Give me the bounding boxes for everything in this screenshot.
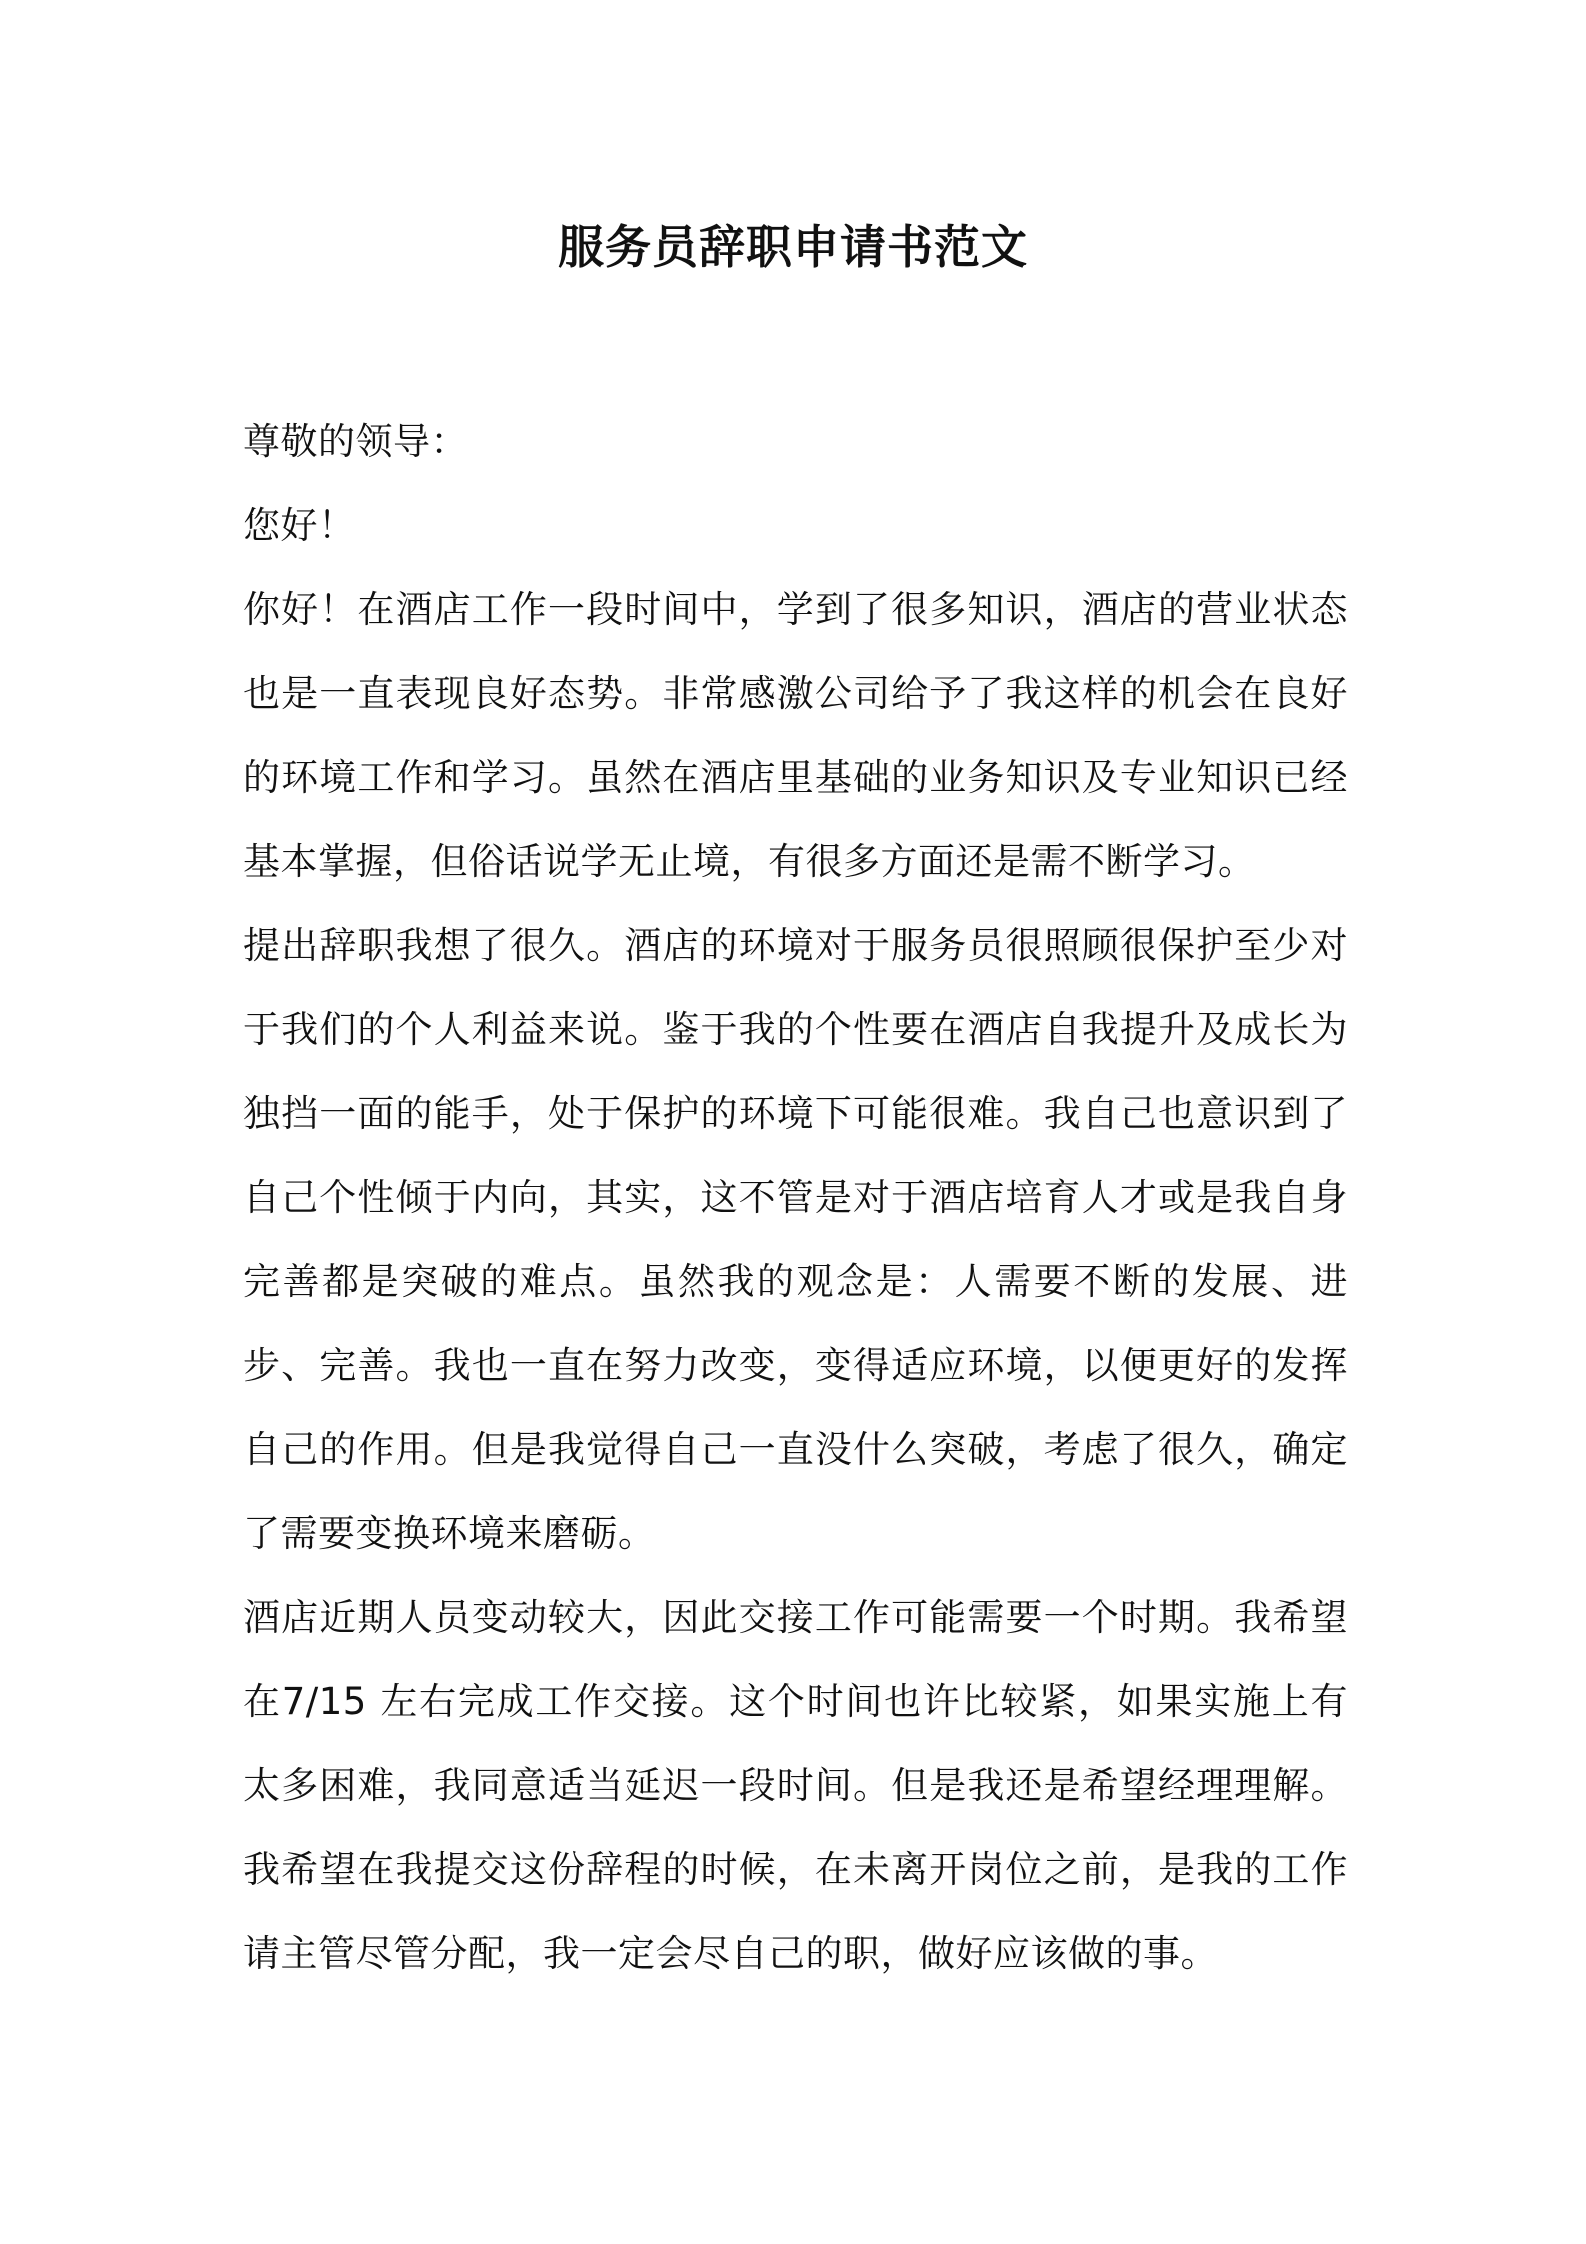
document-title: 服务员辞职申请书范文 xyxy=(558,220,1028,274)
greeting: 您好！ xyxy=(243,504,356,547)
salutation: 尊敬的领导： xyxy=(243,420,468,463)
document-body xyxy=(243,400,1348,1996)
paragraph-2: 提出辞职我想了很久。酒店的环境对于服务员很照顾很保护至少对于我们的个人利益来说。鉴于我的个性要在酒店自我提升及成长为独挡一面的能手，处于保护的环境下可能很难。我自己也意识到了自己个性倾于内向，其实，这不管是对于酒店培育人才或是我自身完善都是突破的难点。虽然我的观念是：人需要不断的发展、进步、完善。我也一直在努力改变，变得适应环境，以便更好的发挥自己的作用。但是我觉得自己一直没什么突破，考虑了很久，确定了需要变换环境来磨砺。 xyxy=(243,924,1348,1555)
paragraph-1: 你好！在酒店工作一段时间中，学到了很多知识，酒店的营业状态也是一直表现良好态势。非常感激公司给予了我这样的机会在良好的环境工作和学习。虽然在酒店里基础的业务知识及专业知识已经基本掌握，但俗话说学无止境，有很多方面还是需不断学习。 xyxy=(243,588,1348,883)
paragraph-3: 酒店近期人员变动较大，因此交接工作可能需要一个时期。我希望在7/15 左右完成工作交接。这个时间也许比较紧，如果实施上有太多困难，我同意适当延迟一段时间。但是我还是希望经理理解。我希望在我提交这份辞程的时候，在未离开岗位之前，是我的工作请主管尽管分配，我一定会尽自己的职，做好应该做的事。 xyxy=(243,1596,1348,1975)
